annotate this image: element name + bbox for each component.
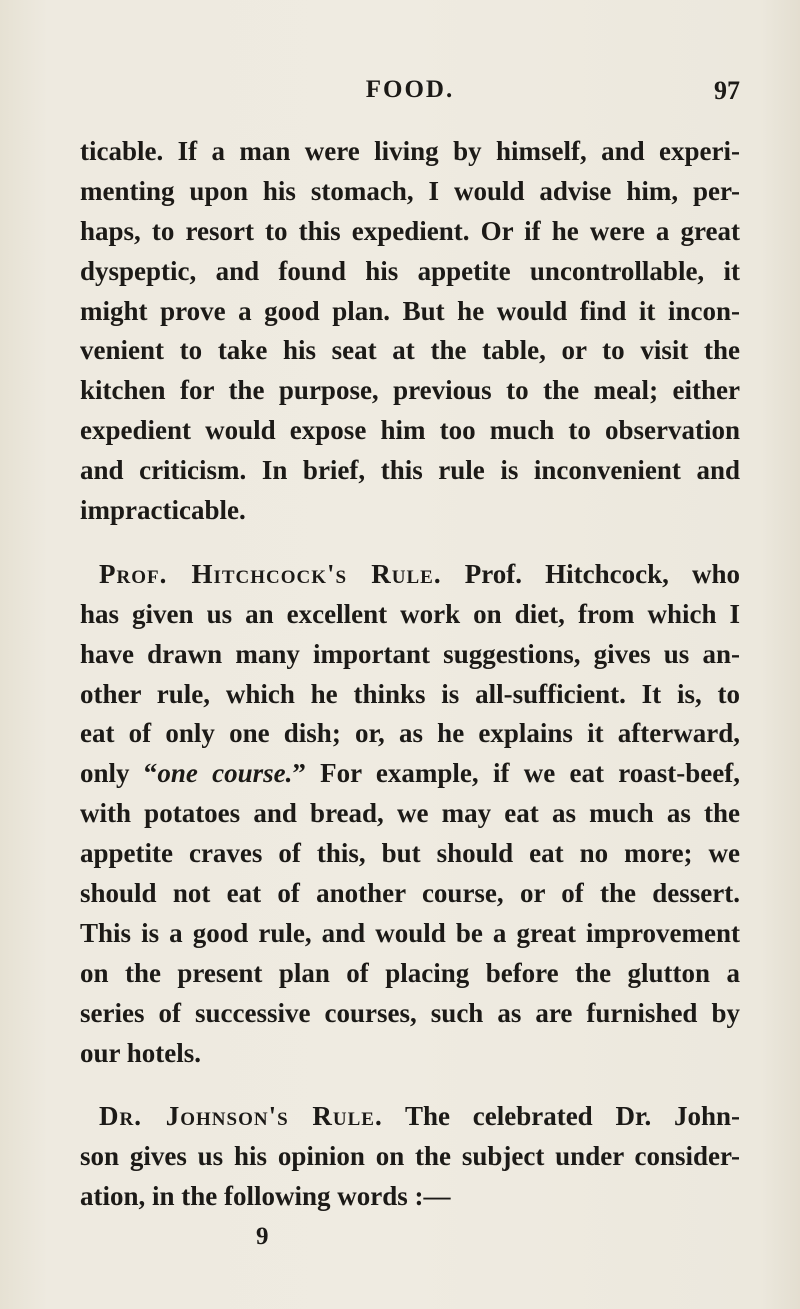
text-line: might prove a good plan. But he would find it incon- (80, 295, 740, 326)
text-line: and criticism. In brief, this rule is inconvenient and (80, 455, 740, 486)
signature-mark: 9 (256, 1223, 269, 1251)
text-line: This is a good rule, and would be a great improvement (80, 917, 740, 948)
text-line: on the present plan of placing before the glutton a (80, 957, 740, 988)
text-line-quote (80, 754, 740, 794)
paragraph-hitchcock-rule (80, 555, 740, 1074)
text-line: our hotels. (80, 1037, 202, 1068)
page-number: 97 (714, 76, 740, 105)
text-line: menting upon his stomach, I would advise him, per- (80, 175, 740, 206)
text-line: has given us an excellent work on diet, from which I (80, 598, 740, 629)
text-line: appetite craves of this, but should eat no more; we (80, 838, 740, 869)
text-line: eat of only one dish; or, as he explains it afterward, (80, 718, 740, 749)
italic-phrase: one course. (157, 758, 293, 789)
text-run: Prof. Hitchcock, who (441, 558, 740, 589)
section-heading: Prof. Hitchcock's Rule. (99, 558, 442, 589)
text-line: ation, in the following words :— (80, 1181, 451, 1212)
paragraph-first-line (80, 1097, 740, 1137)
section-heading: Dr. Johnson's Rule. (99, 1101, 383, 1132)
text-line: should not eat of another course, or of the dessert. (80, 878, 740, 909)
running-head (80, 76, 740, 106)
running-title: FOOD. (365, 76, 455, 103)
text-line: dyspeptic, and found his appetite uncontrollable, it (80, 255, 740, 286)
text-line: ticable. If a man were living by himself, and experi- (80, 136, 740, 166)
text-line: have drawn many important suggestions, gives us an- (80, 638, 740, 669)
paragraph-continuation (80, 132, 740, 531)
text-line: expedient would expose him too much to observation (80, 415, 740, 446)
paragraph-first-line (80, 555, 740, 595)
text-line: kitchen for the purpose, previous to the meal; either (80, 375, 740, 406)
text-line: son gives us his opinion on the subject under consider- (80, 1141, 740, 1172)
text-line: with potatoes and bread, we may eat as much as the (80, 798, 740, 829)
text-line: series of successive courses, such as are furnished by (80, 997, 740, 1028)
text-run: The celebrated Dr. John- (382, 1101, 740, 1132)
paragraph-johnson-rule (80, 1097, 740, 1217)
paragraph-gap (80, 531, 740, 555)
text-line: impracticable. (80, 495, 246, 526)
text-run: only “ (80, 758, 158, 789)
body-text (80, 132, 740, 1257)
text-line: haps, to resort to this expedient. Or if he were a great (80, 215, 740, 246)
text-line: other rule, which he thinks is all-sufficient. It is, to (80, 678, 740, 709)
text-run: ” For example, if we eat roast-beef, (292, 758, 740, 789)
paragraph-gap (80, 1073, 740, 1097)
text-line: venient to take his seat at the table, or to visit the (80, 335, 740, 366)
